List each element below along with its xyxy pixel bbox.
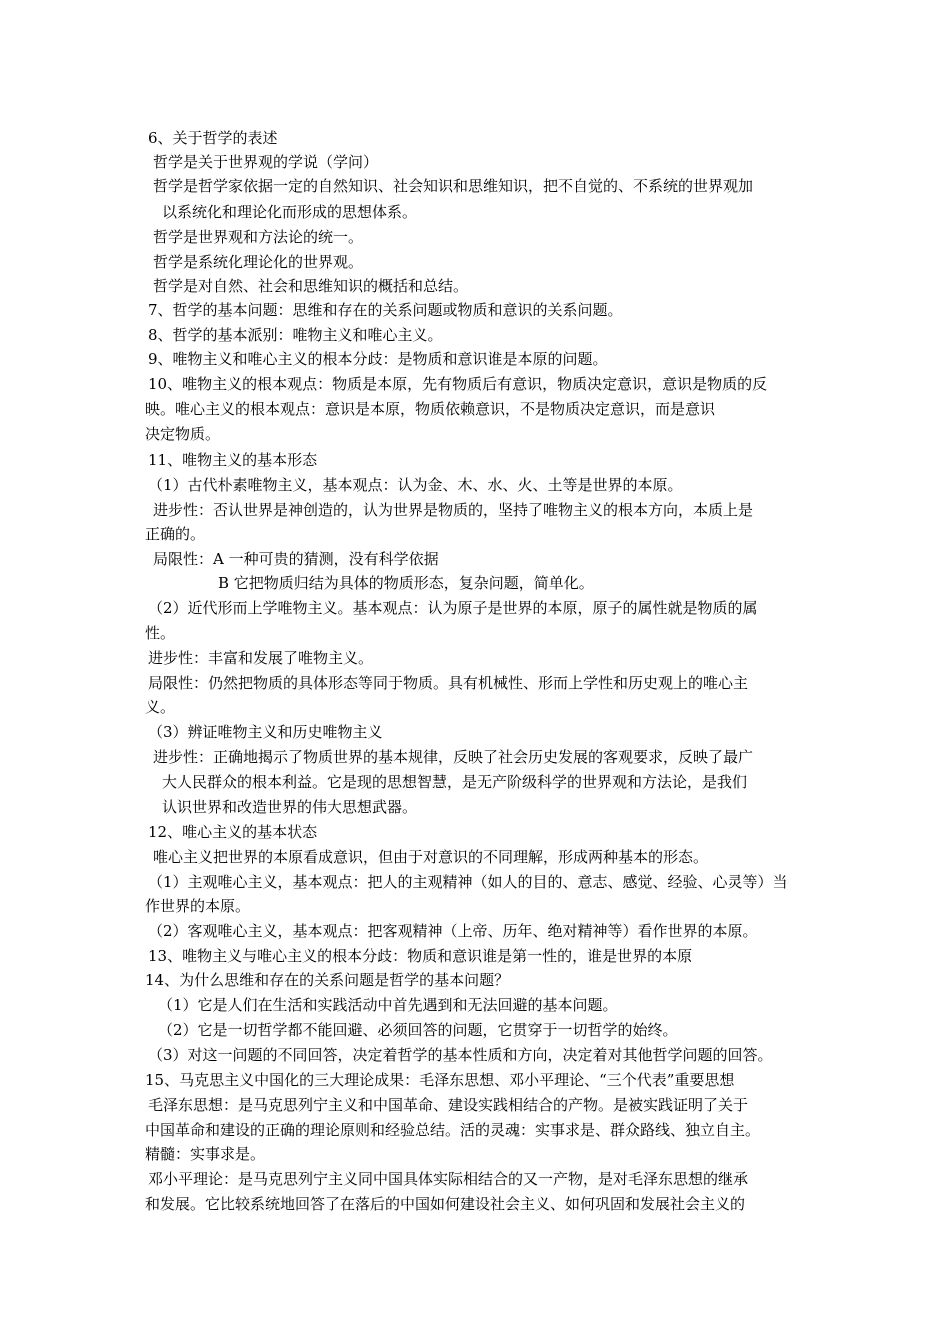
text-line: 中国革命和建设的正确的理论原则和经验总结。活的灵魂：实事求是、群众路线、独立自主。 [145,1121,761,1139]
text-line: B 它把物质归结为具体的物质形态，复杂问题，简单化。 [218,574,594,592]
text-line: 哲学是对自然、社会和思维知识的概括和总结。 [153,277,469,295]
text-line: 义。 [145,698,176,716]
text-line: 12、唯心主义的基本状态 [148,823,318,841]
text-line: 性。 [145,624,176,642]
text-line: 精髓：实事求是。 [145,1145,266,1163]
text-line: 和发展。它比较系统地回答了在落后的中国如何建设社会主义、如何巩固和发展社会主义的 [145,1195,746,1213]
text-line: （2）近代形而上学唯物主义。基本观点：认为原子是世界的本原，原子的属性就是物质的属 [148,599,758,617]
text-line: 正确的。 [145,525,206,543]
text-line: 哲学是关于世界观的学说（学问） [153,153,379,171]
text-line: 映。唯心主义的根本观点：意识是本原，物质依赖意识，不是物质决定意识，而是意识 [145,400,716,418]
text-line: 15、马克思主义中国化的三大理论成果：毛泽东思想、邓小平理论、“三个代表”重要思想 [145,1071,735,1089]
text-line: （2）它是一切哲学都不能回避、必须回答的问题，它贯穿于一切哲学的始终。 [158,1021,678,1039]
text-line: 作世界的本原。 [145,897,251,915]
text-line: 14、为什么思维和存在的关系问题是哲学的基本问题？ [145,971,510,989]
text-line: （1）它是人们在生活和实践活动中首先遇到和无法回避的基本问题。 [158,996,618,1014]
text-line: 局限性：仍然把物质的具体形态等同于物质。具有机械性、形而上学性和历史观上的唯心主 [148,674,749,692]
text-line: 8、哲学的基本派别：唯物主义和唯心主义。 [148,326,443,344]
text-line: 10、唯物主义的根本观点：物质是本原，先有物质后有意识，物质决定意识，意识是物质的反 [148,375,768,393]
text-line: 大人民群众的根本利益。它是现的思想智慧，是无产阶级科学的世界观和方法论，是我们 [162,773,748,791]
text-line: 决定物质。 [145,425,221,443]
text-line: 哲学是系统化理论化的世界观。 [153,253,364,271]
text-line: 唯心主义把世界的本原看成意识，但由于对意识的不同理解，形成两种基本的形态。 [153,848,709,866]
text-line: 进步性：丰富和发展了唯物主义。 [148,649,374,667]
text-line: 以系统化和理论化而形成的思想体系。 [162,203,418,221]
text-line: 局限性：A 一种可贵的猜测，没有科学依据 [153,550,439,568]
text-line: （1）古代朴素唯物主义，基本观点：认为金、木、水、火、土等是世界的本原。 [148,476,683,494]
text-line: 哲学是哲学家依据一定的自然知识、社会知识和思维知识，把不自觉的、不系统的世界观加 [153,177,754,195]
text-line: 进步性：正确地揭示了物质世界的基本规律，反映了社会历史发展的客观要求，反映了最广 [153,748,754,766]
text-line: 邓小平理论：是马克思列宁主义同中国具体实际相结合的又一产物，是对毛泽东思想的继承 [148,1170,749,1188]
text-line: 认识世界和改造世界的伟大思想武器。 [162,798,418,816]
text-line: （3）辨证唯物主义和历史唯物主义 [148,723,383,741]
text-line: 9、唯物主义和唯心主义的根本分歧：是物质和意识谁是本原的问题。 [148,350,608,368]
text-line: 毛泽东思想：是马克思列宁主义和中国革命、建设实践相结合的产物。是被实践证明了关于 [148,1096,749,1114]
text-line: 11、唯物主义的基本形态 [148,451,318,469]
text-line: （1）主观唯心主义，基本观点：把人的主观精神（如人的目的、意志、感觉、经验、心灵等）当 [148,873,788,891]
text-line: （2）客观唯心主义，基本观点：把客观精神（上帝、历年、绝对精神等）看作世界的本原。 [148,922,758,940]
text-line: 进步性：否认世界是神创造的，认为世界是物质的，坚持了唯物主义的根本方向，本质上是 [153,501,754,519]
text-line: （3）对这一问题的不同回答，决定着哲学的基本性质和方向，决定着对其他哲学问题的回答。 [148,1046,773,1064]
text-line: 6、关于哲学的表述 [148,129,278,147]
text-line: 哲学是世界观和方法论的统一。 [153,228,364,246]
text-line: 7、哲学的基本问题：思维和存在的关系问题或物质和意识的关系问题。 [148,301,623,319]
text-line: 13、唯物主义与唯心主义的根本分歧：物质和意识谁是第一性的，谁是世界的本原 [148,947,693,965]
